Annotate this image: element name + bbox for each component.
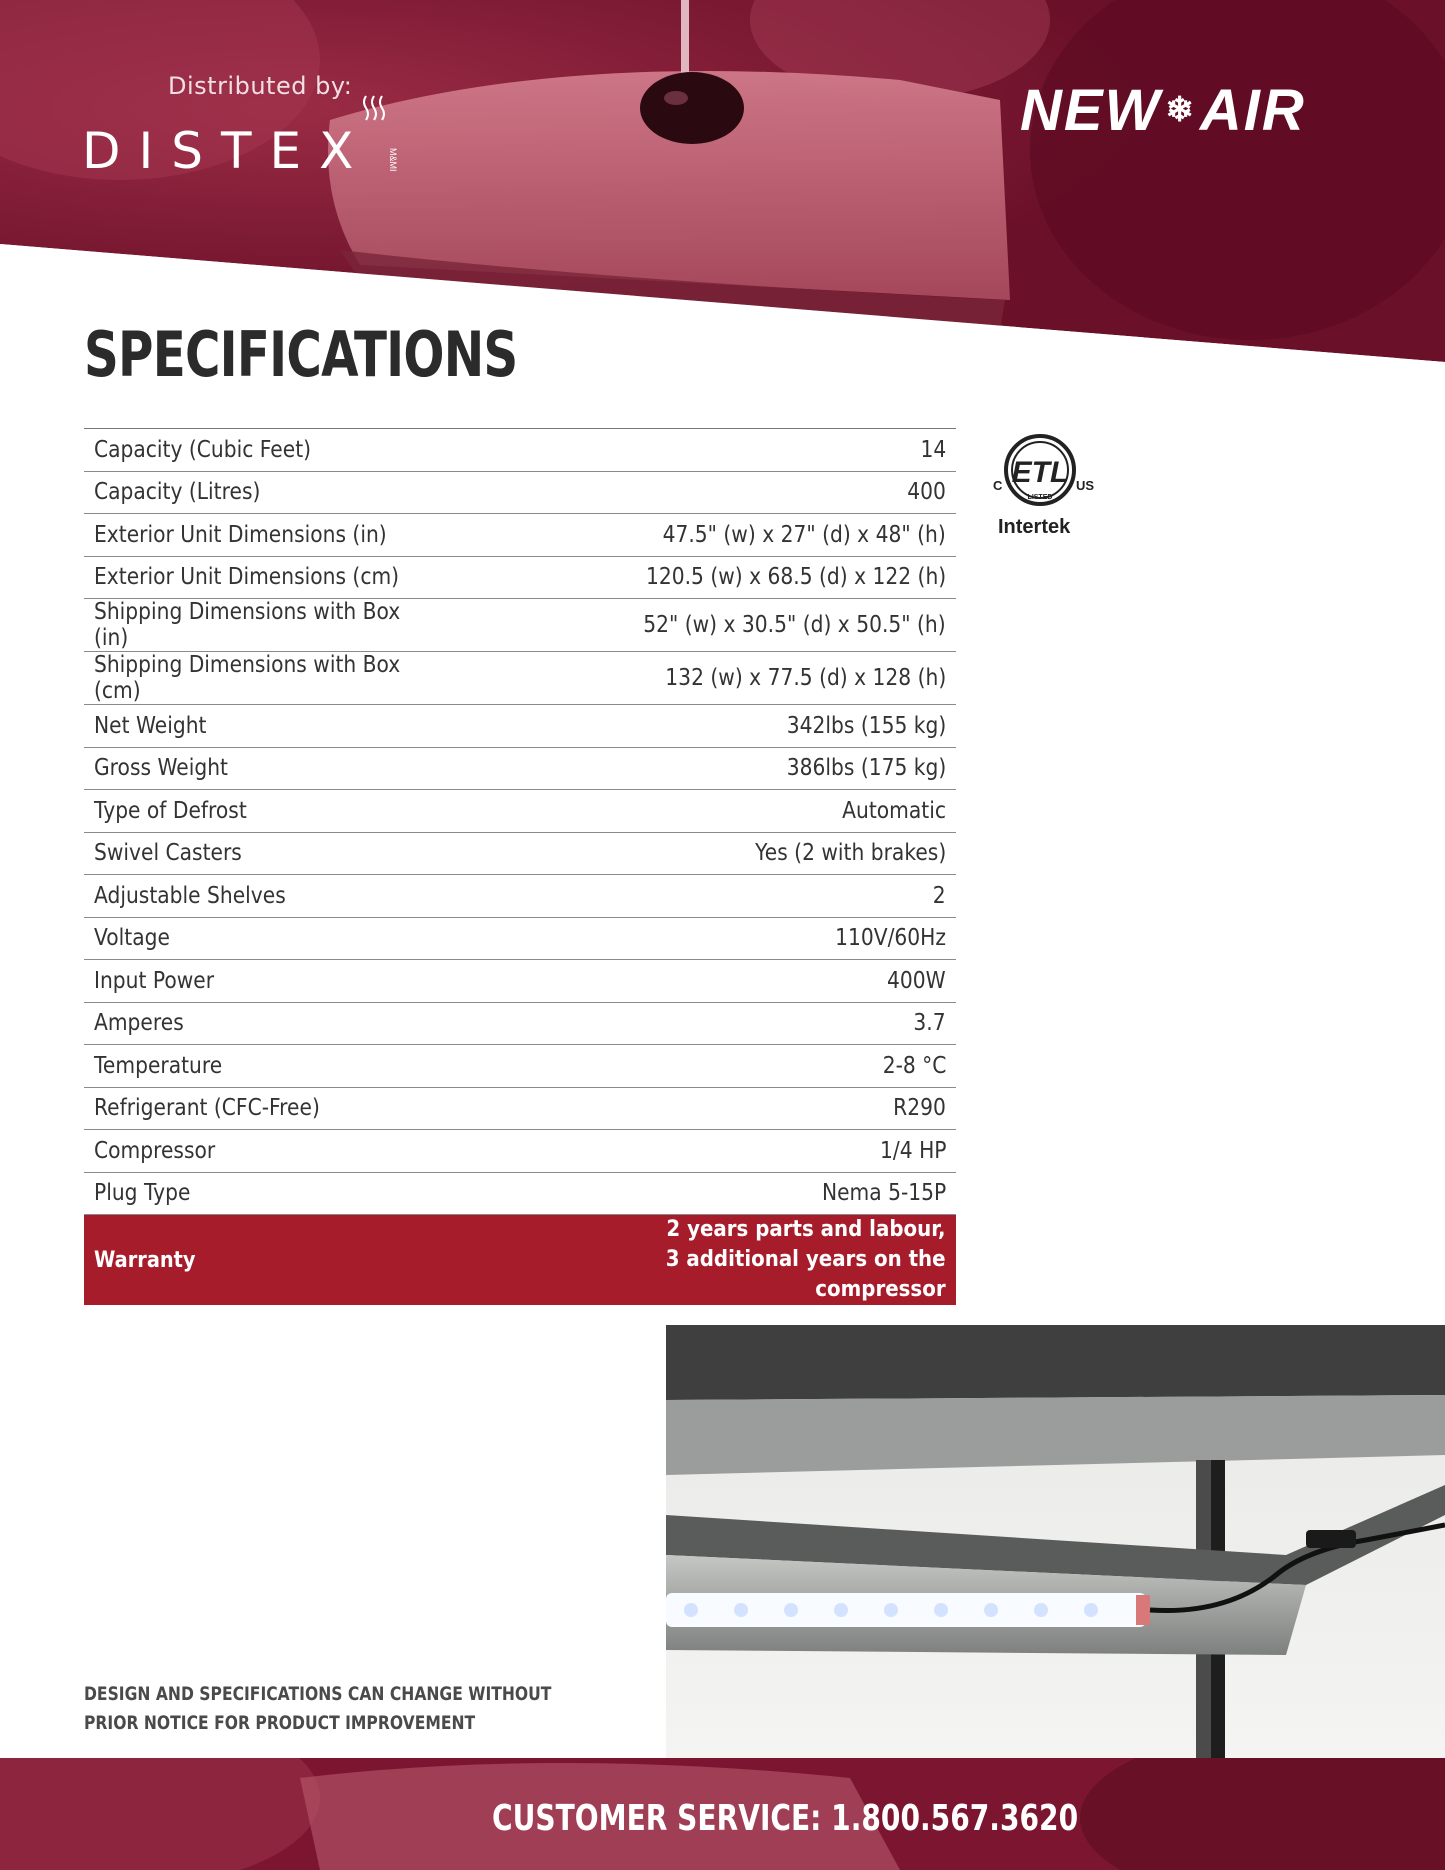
spec-label: Shipping Dimensions with Box (in) <box>84 599 494 652</box>
table-row <box>84 747 956 790</box>
disclaimer-text: DESIGN AND SPECIFICATIONS CAN CHANGE WITHOUT PRIOR NOTICE FOR PRODUCT IMPROVEMENT <box>84 1683 552 1734</box>
table-row <box>84 1002 956 1045</box>
spec-value: 3.7 <box>494 1002 956 1045</box>
steam-icon <box>362 94 386 124</box>
spec-label: Exterior Unit Dimensions (cm) <box>84 556 494 599</box>
etl-c-text: C <box>993 478 1003 493</box>
led-light-bar-image <box>666 1325 1445 1758</box>
table-row <box>84 514 956 557</box>
spec-value: 120.5 (w) x 68.5 (d) x 122 (h) <box>494 556 956 599</box>
spec-label: Capacity (Litres) <box>84 471 494 514</box>
newair-logo[interactable] <box>1020 77 1306 143</box>
spec-label: Temperature <box>84 1045 494 1088</box>
snowflake-icon: ❄ <box>1165 91 1196 129</box>
header-band <box>0 0 1445 370</box>
table-row <box>84 832 956 875</box>
spec-value: 386lbs (175 kg) <box>494 747 956 790</box>
spec-label: Adjustable Shelves <box>84 875 494 918</box>
page-title: SPECIFICATIONS <box>84 318 518 391</box>
table-row <box>84 1087 956 1130</box>
spec-label: Capacity (Cubic Feet) <box>84 429 494 472</box>
spec-label: Compressor <box>84 1130 494 1173</box>
table-row <box>84 1172 956 1215</box>
spec-label: Gross Weight <box>84 747 494 790</box>
etl-listed-icon <box>988 428 1098 518</box>
header-background-photo <box>0 0 1445 370</box>
spec-value: 132 (w) x 77.5 (d) x 128 (h) <box>494 652 956 705</box>
table-row <box>84 790 956 833</box>
spec-table <box>84 428 956 1305</box>
brand-left-text: NEW <box>1020 77 1162 143</box>
spec-value: Nema 5-15P <box>494 1172 956 1215</box>
warranty-line-2: 3 additional years on the compressor <box>666 1247 946 1302</box>
spec-value: R290 <box>494 1087 956 1130</box>
spec-value: 1/4 HP <box>494 1130 956 1173</box>
spec-value: 52" (w) x 30.5" (d) x 50.5" (h) <box>494 599 956 652</box>
spec-label: Refrigerant (CFC-Free) <box>84 1087 494 1130</box>
table-row <box>84 705 956 748</box>
etl-text: ETL <box>1011 456 1069 489</box>
spec-value: Automatic <box>494 790 956 833</box>
table-row <box>84 556 956 599</box>
etl-us-text: US <box>1076 478 1095 493</box>
spec-value: 47.5" (w) x 27" (d) x 48" (h) <box>494 514 956 557</box>
table-row <box>84 471 956 514</box>
spec-value: 110V/60Hz <box>494 917 956 960</box>
warranty-line-1: 2 years parts and labour, <box>666 1217 946 1242</box>
spec-label: Voltage <box>84 917 494 960</box>
spec-label: Plug Type <box>84 1172 494 1215</box>
warranty-label: Warranty <box>84 1215 494 1306</box>
brand-right-text: AIR <box>1199 77 1306 143</box>
table-row <box>84 599 956 652</box>
spec-value: 14 <box>494 429 956 472</box>
spec-label: Input Power <box>84 960 494 1003</box>
distex-logo-text: DISTEX <box>82 122 372 180</box>
table-row <box>84 1130 956 1173</box>
product-led-shelf-photo <box>666 1325 1445 1758</box>
distributor-sub-label: M&MI <box>388 148 398 172</box>
etl-certification-mark <box>988 428 1098 543</box>
spec-label: Net Weight <box>84 705 494 748</box>
table-row <box>84 917 956 960</box>
spec-value: Yes (2 with brakes) <box>494 832 956 875</box>
table-row <box>84 652 956 705</box>
warranty-row <box>84 1215 956 1306</box>
spec-label: Swivel Casters <box>84 832 494 875</box>
spec-value: 400 <box>494 471 956 514</box>
etl-listed-text: LISTED <box>1027 494 1053 501</box>
spec-label: Type of Defrost <box>84 790 494 833</box>
intertek-label: Intertek <box>998 516 1071 538</box>
distributed-by-label: Distributed by: <box>168 72 353 100</box>
spec-value: 2 <box>494 875 956 918</box>
table-row <box>84 960 956 1003</box>
spec-value: 400W <box>494 960 956 1003</box>
table-row <box>84 1045 956 1088</box>
spec-value: 342lbs (155 kg) <box>494 705 956 748</box>
spec-label: Exterior Unit Dimensions (in) <box>84 514 494 557</box>
spec-label: Shipping Dimensions with Box (cm) <box>84 652 494 705</box>
spec-value: 2-8 °C <box>494 1045 956 1088</box>
table-row <box>84 429 956 472</box>
spec-label: Amperes <box>84 1002 494 1045</box>
warranty-value <box>494 1215 956 1306</box>
table-row <box>84 875 956 918</box>
distex-logo[interactable] <box>82 94 422 180</box>
customer-service-phone[interactable]: CUSTOMER SERVICE: 1.800.567.3620 <box>492 1798 1079 1839</box>
